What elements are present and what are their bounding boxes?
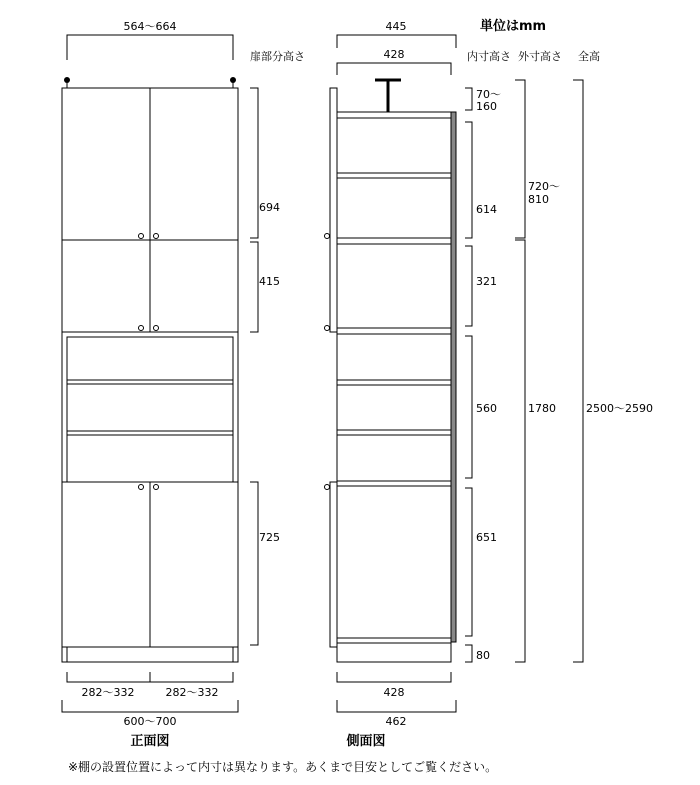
- side-tension-pole: [375, 80, 401, 112]
- front-top-width-label: 564〜664: [123, 20, 177, 33]
- half-left-label: 282〜332: [81, 686, 135, 699]
- side-top-outer-label: 445: [385, 20, 407, 33]
- total-height-bracket: [573, 80, 653, 662]
- door-middle-label: 415: [259, 275, 280, 288]
- side-knob: [325, 234, 330, 239]
- footnote: ※棚の設置位置によって内寸は異なります。あくまで目安としてご覧ください。: [68, 760, 498, 774]
- total-height-label: 2500〜2590: [586, 402, 653, 415]
- side-top-dimensions: [337, 20, 456, 75]
- half-right-label: 282〜332: [165, 686, 219, 699]
- side-knob: [325, 326, 330, 331]
- inner-height-brackets: [465, 88, 501, 662]
- door-height-brackets: [250, 88, 280, 645]
- door-lower-label: 725: [259, 531, 280, 544]
- gap-top-label-2: 160: [476, 100, 497, 113]
- inner-header: 内寸高さ: [467, 50, 511, 63]
- outer-upper-label-2: 810: [528, 193, 549, 206]
- outer-height-brackets: [515, 80, 560, 662]
- column-headers: [250, 18, 600, 63]
- gap-top-label-1: 70〜: [476, 88, 501, 101]
- total-width-label: 600〜700: [123, 715, 177, 728]
- door-height-header: 扉部分高さ: [250, 50, 305, 63]
- inner-80-label: 80: [476, 649, 490, 662]
- side-top-inner-label: 428: [383, 48, 405, 61]
- side-bottom-dimensions: [337, 672, 456, 749]
- side-view-title: 側面図: [346, 734, 386, 749]
- front-open-shelves: [62, 332, 238, 482]
- inner-651-label: 651: [476, 531, 497, 544]
- door-upper-label: 694: [259, 201, 280, 214]
- inner-560-label: 560: [476, 402, 497, 415]
- outer-header: 外寸高さ: [518, 50, 562, 63]
- total-header: 全高: [578, 50, 600, 63]
- units-label: 単位はmm: [480, 19, 547, 34]
- outer-lower-label: 1780: [528, 402, 556, 415]
- side-cabinet-body: [325, 88, 457, 662]
- front-lower-cabinet: [62, 482, 238, 662]
- front-bottom-half-dimensions: [62, 672, 238, 749]
- tension-pole-knobs: [64, 77, 236, 88]
- inner-614-label: 614: [476, 203, 497, 216]
- front-upper-cabinet: [62, 88, 238, 332]
- inner-321-label: 321: [476, 275, 497, 288]
- outer-upper-label-1: 720〜: [528, 180, 560, 193]
- side-bottom-outer-label: 462: [385, 715, 407, 728]
- front-view-title: 正面図: [130, 734, 170, 749]
- front-top-dimension: [67, 20, 233, 60]
- side-knob: [325, 485, 330, 490]
- front-plinth: [62, 647, 238, 662]
- side-bottom-inner-label: 428: [383, 686, 405, 699]
